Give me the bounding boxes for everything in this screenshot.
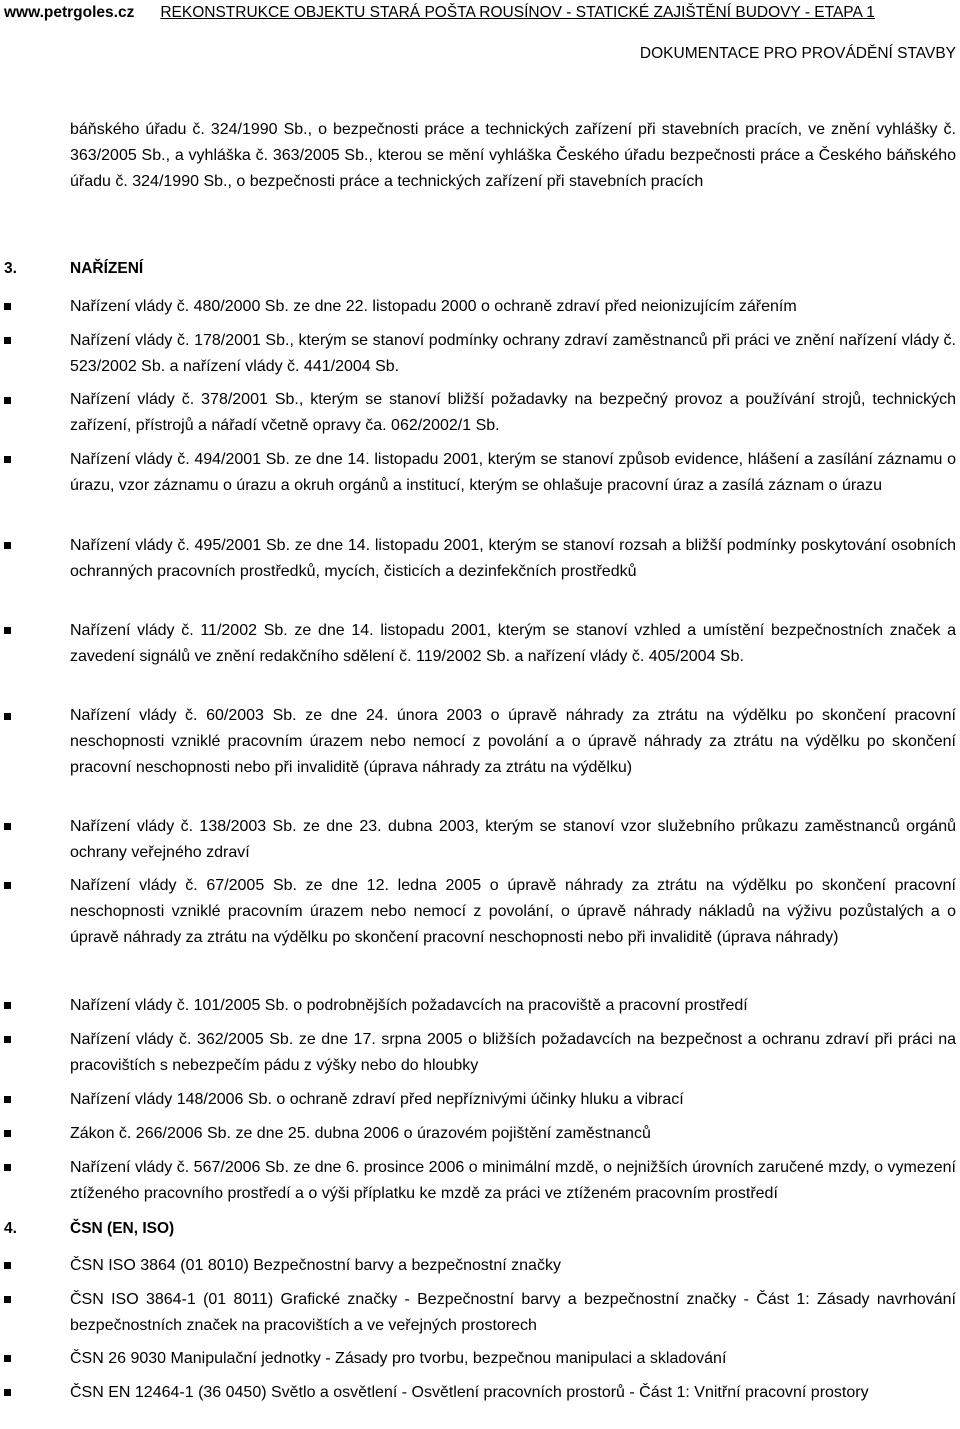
list-item: Nařízení vlády č. 495/2001 Sb. ze dne 14. listopadu 2001, kterým se stanoví rozsah a bližší podmínky poskytování osobních ochranných pracovních prostředků, mycích, čisticích a dezinfekčních prostředků [70, 537, 956, 580]
list-item: Nařízení vlády č. 138/2003 Sb. ze dne 23. dubna 2003, kterým se stanoví vzor služebního průkazu zaměstnanců orgánů ochrany veřejného zdraví [70, 818, 956, 861]
intro-paragraph: báňského úřadu č. 324/1990 Sb., o bezpečnosti práce a technických zařízení při stavebních pracích, ve znění vyhlášky č. 363/2005 Sb., a vyhláška č. 363/2005 Sb., kterou se mění vyhláška Českého úřadu bezpečnosti práce a Českého báňského úřadu č. 324/1990 Sb., o bezpečnosti práce a technických zařízení při stavebních pracích [70, 121, 956, 190]
section-heading-3 [4, 260, 143, 278]
bullet-icon [4, 627, 11, 634]
list-item: Nařízení vlády č. 178/2001 Sb., kterým se stanoví podmínky ochrany zdraví zaměstnanců při práci ve znění nařízení vlády č. 523/2002 Sb. a nařízení vlády č. 441/2004 Sb. [70, 332, 956, 375]
bullet-icon [4, 337, 11, 344]
list-item: Nařízení vlády č. 362/2005 Sb. ze dne 17. srpna 2005 o bližších požadavcích na bezpečnost a ochranu zdraví při práci na pracovištích s nebezpečím pádu z výšky nebo do hloubky [70, 1031, 956, 1074]
bullet-icon [4, 1036, 11, 1043]
list-item: Nařízení vlády č. 494/2001 Sb. ze dne 14. listopadu 2001, kterým se stanoví způsob evidence, hlášení a zasílání záznamu o úrazu, vzor záznamu o úrazu a okruh orgánů a institucí, kterým se ohlašuje pracovní úraz a zasílá záznam o úrazu [70, 451, 956, 494]
bullet-icon [4, 1164, 11, 1171]
section-heading-4 [4, 1220, 174, 1238]
bullet-icon [4, 882, 11, 889]
list-item: Nařízení vlády č. 101/2005 Sb. o podrobnějších požadavcích na pracoviště a pracovní prostředí [70, 997, 748, 1014]
bullet-icon [4, 1389, 11, 1396]
bullet-icon [4, 1262, 11, 1269]
section-number: 3. [4, 260, 17, 277]
bullet-icon [4, 1130, 11, 1137]
bullet-icon [4, 1096, 11, 1103]
project-title: REKONSTRUKCE OBJEKTU STARÁ POŠTA ROUSÍNOV - STATICKÉ ZAJIŠTĚNÍ BUDOVY - ETAPA 1 [160, 4, 875, 21]
section-title: NAŘÍZENÍ [70, 260, 144, 277]
bullet-icon [4, 456, 11, 463]
bullet-icon [4, 397, 11, 404]
site-url[interactable]: www.petrgoles.cz [4, 4, 135, 21]
section-number: 4. [4, 1220, 17, 1237]
list-item: Nařízení vlády č. 67/2005 Sb. ze dne 12. ledna 2005 o úpravě náhrady za ztrátu na výdělku po skončení pracovní neschopnosti vzniklé pracovním úrazem nebo nemocí z povolání, o úpravě náhrady nákladů na výživu pozůstalých a o úpravě náhrady za ztrátu na výdělku po skončení pracovní neschopnosti nebo při invaliditě (úprava náhrady) [70, 877, 956, 946]
bullet-icon [4, 1355, 11, 1362]
bullet-icon [4, 823, 11, 830]
bullet-icon [4, 303, 11, 310]
list-item: Nařízení vlády č. 60/2003 Sb. ze dne 24. února 2003 o úpravě náhrady za ztrátu na výdělku po skončení pracovní neschopnosti vzniklé pracovním úrazem nebo nemocí z povolání a o úpravě náhrady za ztrátu na výdělku po skončení pracovní neschopnosti nebo při invaliditě (úprava náhrady za ztrátu na výdělku) [70, 707, 956, 776]
page-header [4, 0, 956, 26]
list-item: ČSN 26 9030 Manipulační jednotky - Zásady pro tvorbu, bezpečnou manipulaci a skladování [70, 1350, 727, 1367]
bullet-icon [4, 713, 11, 720]
bullet-icon [4, 1296, 11, 1303]
list-item: ČSN EN 12464-1 (36 0450) Světlo a osvětlení - Osvětlení pracovních prostorů - Část 1: Vnitřní pracovní prostory [70, 1384, 869, 1401]
bullet-icon [4, 542, 11, 549]
list-item: ČSN ISO 3864 (01 8010) Bezpečnostní barvy a bezpečnostní značky [70, 1257, 561, 1274]
list-item: Nařízení vlády č. 480/2000 Sb. ze dne 22. listopadu 2000 o ochraně zdraví před neionizujícím zářením [70, 298, 797, 315]
document-type: DOKUMENTACE PRO PROVÁDĚNÍ STAVBY [639, 45, 956, 62]
list-item: ČSN ISO 3864-1 (01 8011) Grafické značky - Bezpečnostní barvy a bezpečnostní značky - Část 1: Zásady navrhování bezpečnostních značek na pracovištích a ve veřejných prostorech [70, 1291, 956, 1334]
list-item: Nařízení vlády 148/2006 Sb. o ochraně zdraví před nepříznivými účinky hluku a vibrací [70, 1091, 684, 1108]
list-item: Nařízení vlády č. 567/2006 Sb. ze dne 6. prosince 2006 o minimální mzdě, o nejnižších úrovních zaručené mzdy, o vymezení ztíženého pracovního prostředí a o výši příplatku ke mzdě za práci ve ztíženém pracovním prostředí [70, 1159, 956, 1202]
list-item: Nařízení vlády č. 11/2002 Sb. ze dne 14. listopadu 2001, kterým se stanoví vzhled a umístění bezpečnostních značek a zavedení signálů ve znění redakčního sdělení č. 119/2002 Sb. a nařízení vlády č. 405/2004 Sb. [70, 622, 956, 665]
list-item: Nařízení vlády č. 378/2001 Sb., kterým se stanoví bližší požadavky na bezpečný provoz a používání strojů, technických zařízení, přístrojů a nářadí včetně opravy ča. 062/2002/1 Sb. [70, 391, 956, 434]
bullet-icon [4, 1002, 11, 1009]
list-item: Zákon č. 266/2006 Sb. ze dne 25. dubna 2006 o úrazovém pojištění zaměstnanců [70, 1125, 651, 1142]
section-title: ČSN (EN, ISO) [70, 1220, 175, 1237]
